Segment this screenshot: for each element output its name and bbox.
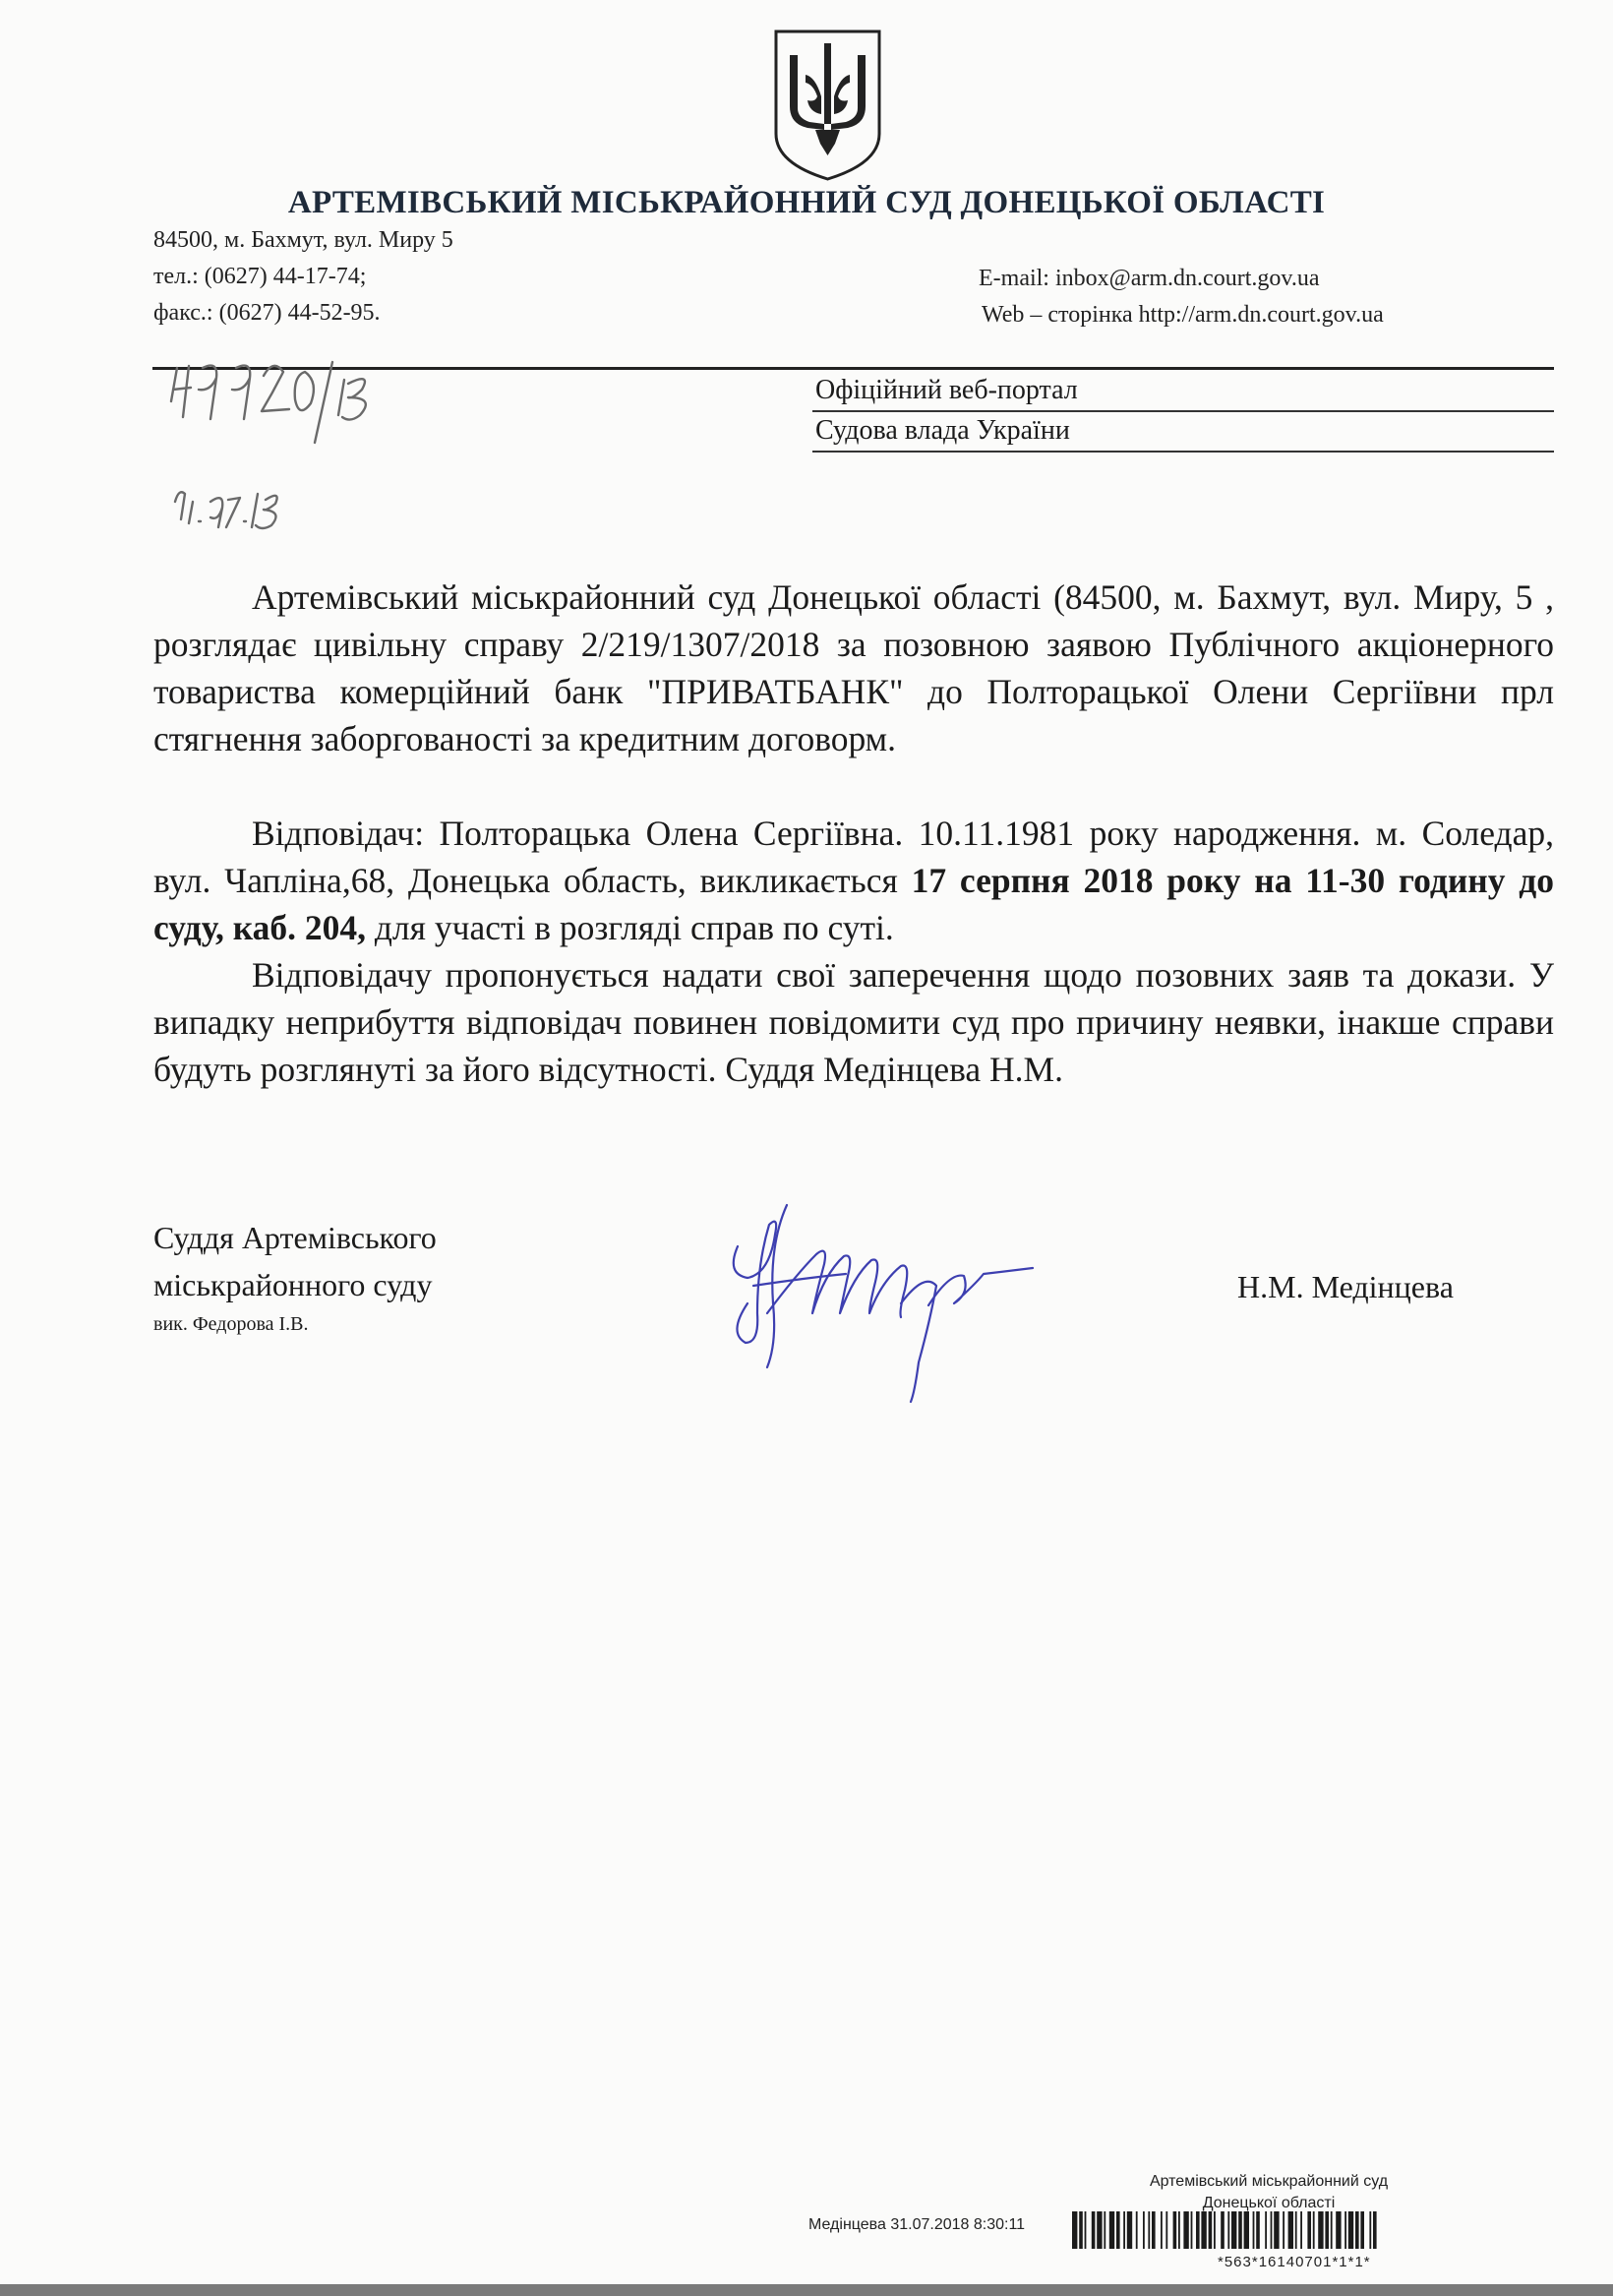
barcode-bar: [1265, 2211, 1267, 2249]
barcode-bar: [1123, 2211, 1125, 2249]
recipient-line-1: Офіційний веб-портал: [812, 372, 1554, 412]
barcode-bar: [1109, 2211, 1114, 2249]
barcode-bar: [1191, 2211, 1193, 2249]
barcode-bar: [1344, 2211, 1346, 2249]
barcode-bar: [1143, 2211, 1145, 2249]
barcode-bar: [1271, 2211, 1273, 2249]
coat-of-arms-icon: [770, 28, 885, 183]
barcode-bar: [1201, 2211, 1206, 2249]
barcode-bar: [1072, 2211, 1077, 2249]
handwritten-registration-note: [167, 354, 482, 541]
barcode-bar: [1196, 2211, 1200, 2249]
barcode-bar: [1079, 2211, 1083, 2249]
barcode: [1072, 2211, 1549, 2251]
barcode-bar: [1313, 2211, 1315, 2249]
barcode-bar: [1373, 2211, 1377, 2249]
barcode-bar: [1325, 2211, 1329, 2249]
court-stamp: [1111, 2171, 1426, 2214]
barcode-bar: [1331, 2211, 1333, 2249]
barcode-bar: [1307, 2211, 1311, 2249]
barcode-bar: [1183, 2211, 1188, 2249]
court-fax: факс.: (0627) 44-52-95.: [153, 300, 381, 326]
signature-title-line-2: міськрайонного суду: [153, 1267, 433, 1302]
barcode-bar: [1097, 2211, 1102, 2249]
court-stamp-line-1: Артемівський міськрайонний суд: [1149, 2173, 1389, 2190]
barcode-bar: [1148, 2211, 1150, 2249]
barcode-bar: [1274, 2211, 1279, 2249]
barcode-bar: [1336, 2211, 1341, 2249]
barcode-bar: [1116, 2211, 1120, 2249]
judge-signature: [718, 1195, 1043, 1407]
barcode-bar: [1104, 2211, 1105, 2249]
court-address: 84500, м. Бахмут, вул. Миру 5: [153, 227, 453, 253]
barcode-bar: [1288, 2211, 1293, 2249]
barcode-bar: [1136, 2211, 1138, 2249]
body-paragraph-3-text: Відповідачу пропонується надати свої заперечення щодо позовних заяв та докази. У випадку неприбуття відповідач повинен повідомити суд про причину неявки, інакше справи будуть розглянуті за його відсутності. Суддя Медінцева Н.М.: [153, 955, 1554, 1089]
barcode-bar: [1369, 2211, 1371, 2249]
body-paragraph-1-text: Артемівський міськрайонний суд Донецької області (84500, м. Бахмут, вул. Миру, 5 , розглядає цивільну справу 2/219/1307/2018 за позовною заявою Публічного акціонерного товариства комерційний банк "ПРИВАТБАНК" до Полторацької Олени Сергіївни прл стягнення заборгованості за кредитним договорм.: [153, 577, 1554, 758]
body-paragraph-1: [153, 574, 1554, 762]
barcode-bar: [1085, 2211, 1087, 2249]
scan-bottom-edge: [0, 2284, 1613, 2296]
barcode-bar: [1318, 2211, 1323, 2249]
court-email: E-mail: inbox@arm.dn.court.gov.ua: [979, 266, 1320, 291]
barcode-bar: [1244, 2211, 1249, 2249]
barcode-bar: [1300, 2211, 1302, 2249]
recipient-block: [812, 372, 1554, 453]
barcode-bar: [1221, 2211, 1225, 2249]
court-website: Web – сторінка http://arm.dn.court.gov.ua: [982, 302, 1384, 328]
barcode-bar: [1092, 2211, 1096, 2249]
recipient-line-2: Судова влада України: [812, 412, 1554, 453]
barcode-bar: [1161, 2211, 1163, 2249]
body-paragraph-3: [153, 951, 1554, 1093]
signature-title-line-1: Суддя Артемівського: [153, 1220, 437, 1255]
barcode-bar: [1209, 2211, 1213, 2249]
court-phone: тел.: (0627) 44-17-74;: [153, 264, 367, 289]
barcode-bar: [1256, 2211, 1260, 2249]
executor-note: вик. Федорова І.В.: [153, 1313, 309, 1335]
barcode-bar: [1231, 2211, 1236, 2249]
barcode-bar: [1283, 2211, 1284, 2249]
barcode-bar: [1178, 2211, 1180, 2249]
registration-ref: Медінцева 31.07.2018 8:30:11: [808, 2216, 1026, 2233]
barcode-bar: [1227, 2211, 1229, 2249]
barcode-text: *563*16140701*1*1*: [1218, 2254, 1371, 2270]
barcode-bar: [1355, 2211, 1359, 2249]
barcode-bar: [1127, 2211, 1132, 2249]
body-paragraph-2: [153, 810, 1554, 951]
barcode-bar: [1360, 2211, 1364, 2249]
court-title: АРТЕМІВСЬКИЙ МІСЬКРАЙОННИЙ СУД ДОНЕЦЬКОЇ ОБЛАСТІ: [287, 185, 1326, 220]
barcode-bar: [1152, 2211, 1156, 2249]
barcode-bar: [1165, 2211, 1167, 2249]
barcode-bar: [1348, 2211, 1353, 2249]
barcode-bar: [1173, 2211, 1177, 2249]
barcode-bar: [1253, 2211, 1255, 2249]
barcode-bar: [1238, 2211, 1242, 2249]
hearing-purpose: для участі в розгляді справ по суті.: [366, 908, 894, 947]
defendant-details: Відповідач: Полторацька Олена Сергіївна. 10.11.1981 року народження. м. Соледар, вул. Чапліна,68, Донецька область, викликається: [153, 814, 1554, 900]
hearing-datetime: 17 серпня 2018 року на 11-30 годину до суду, каб. 204,: [153, 861, 1555, 947]
barcode-bar: [1295, 2211, 1297, 2249]
barcode-bar: [1214, 2211, 1216, 2249]
judge-name: Н.М. Медінцева: [1237, 1269, 1454, 1304]
court-stamp-line-2: Донецької області: [1202, 2195, 1336, 2211]
